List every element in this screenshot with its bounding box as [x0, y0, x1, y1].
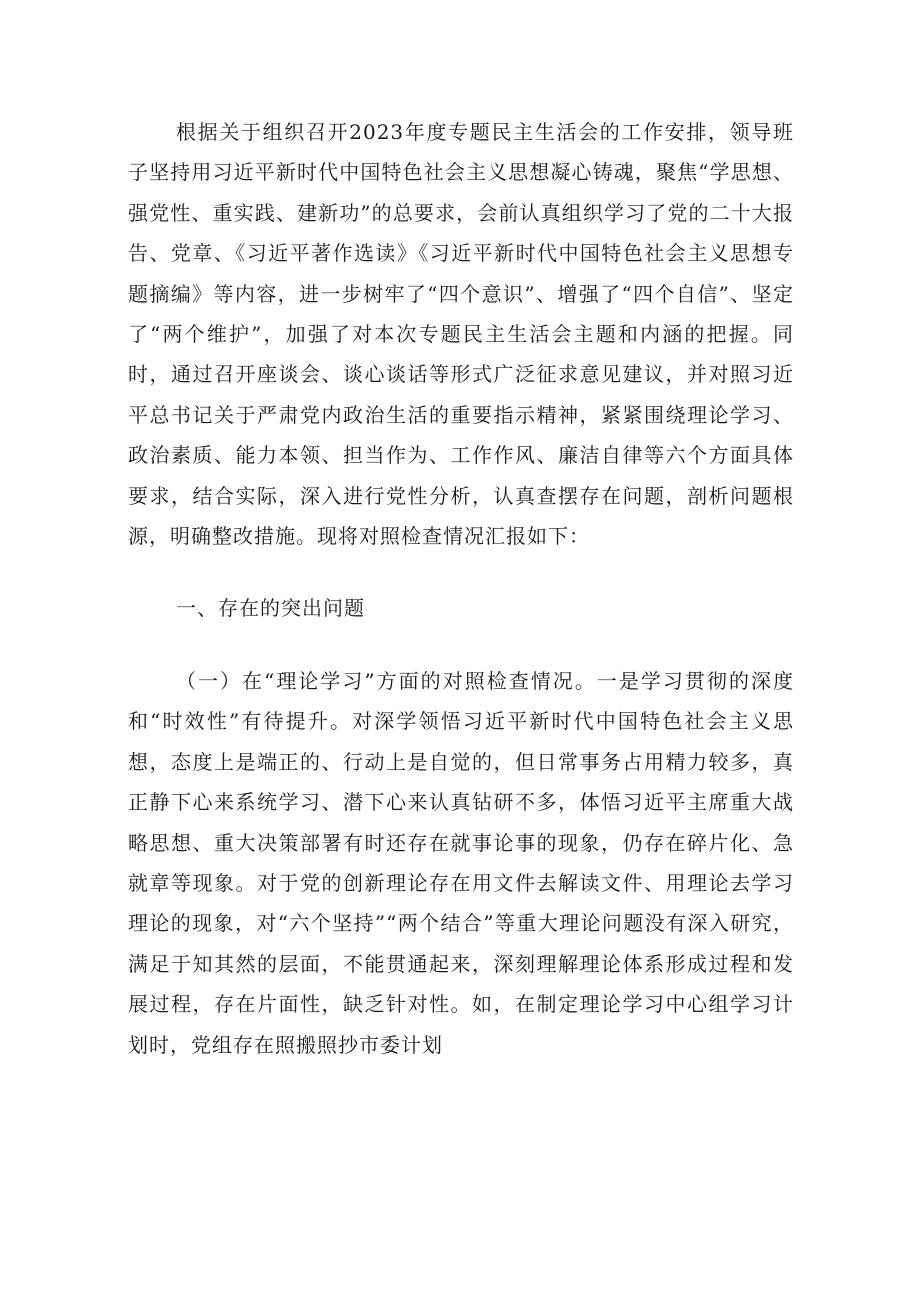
- intro-paragraph: 根据关于组织召开2023年度专题民主生活会的工作安排，领导班子坚持用习近平新时代中国特色社会主义思想凝心铸魂，聚焦“学思想、强党性、重实践、建新功”的总要求，会前认真组织学习了党的二十大报告、党章、《习近平著作选读》《习近平新时代中国特色社会主义思想专题摘编》等内容，进一步树牢了“四个意识”、增强了“四个自信”、坚定了“两个维护”，加强了对本次专题民主生活会主题和内涵的把握。同时，通过召开座谈会、谈心谈话等形式广泛征求意见建议，并对照习近平总书记关于严肃党内政治生活的重要指示精神，紧紧围绕理论学习、政治素质、能力本领、担当作为、工作作风、廉洁自律等六个方面具体要求，结合实际，深入进行党性分析，认真查摆存在问题，剖析问题根源，明确整改措施。现将对照检查情况汇报如下：: [128, 120, 794, 549]
- document-body: [128, 112, 794, 1065]
- section-heading: 一、存在的突出问题: [176, 596, 365, 621]
- paragraph-spacer: [128, 629, 794, 661]
- paragraph-spacer: [128, 556, 794, 588]
- theory-study-paragraph: （一）在“理论学习”方面的对照检查情况。一是学习贯彻的深度和“时效性”有待提升。对深学领悟习近平新时代中国特色社会主义思想，态度上是端正的、行动上是自觉的，但日常事务占用精力较多，真正静下心来系统学习、潜下心来认真钻研不多，体悟习近平主席重大战略思想、重大决策部署有时还存在就事论事的现象，仍存在碎片化、急就章等现象。对于党的创新理论存在用文件去解读文件、用理论去学习理论的现象，对“六个坚持”“两个结合”等重大理论问题没有深入研究，满足于知其然的层面，不能贯通起来，深刻理解理论体系形成过程和发展过程，存在片面性，缺乏针对性。如，在制定理论学习中心组学习计划时，党组存在照搬照抄市委计划: [128, 668, 794, 1057]
